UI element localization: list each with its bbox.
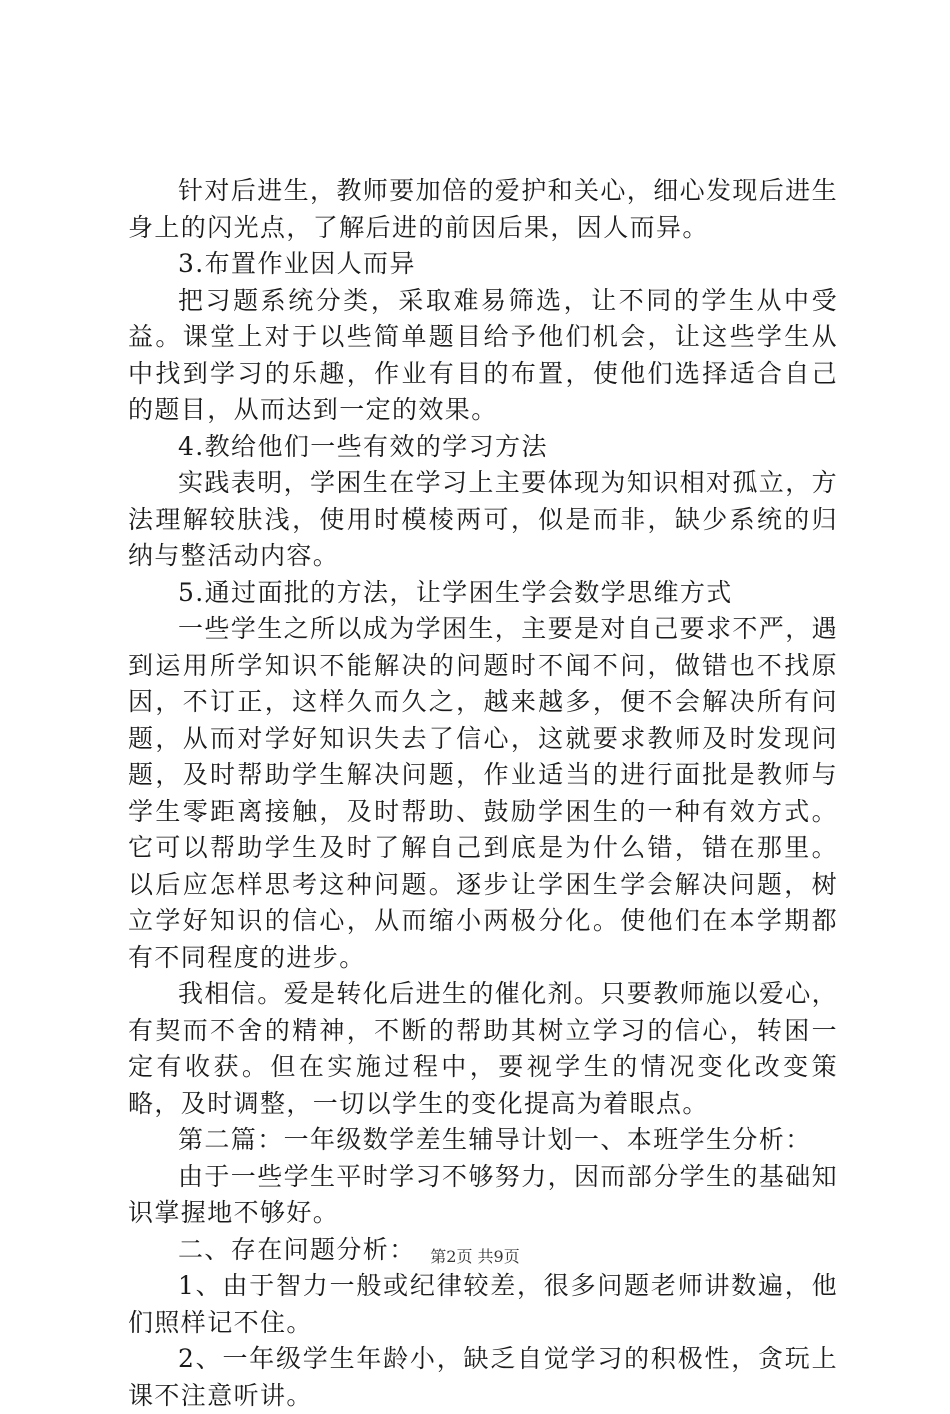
- section-heading-5: 5.通过面批的方法，让学困生学会数学思维方式: [178, 577, 733, 607]
- section-heading-3: 3.布置作业因人而异: [178, 249, 416, 278]
- document-body: [128, 173, 838, 1414]
- paragraph-2: 把习题系统分类，采取难易筛选，让不同的学生从中受益。课堂上对于以些简单题目给予他们机会，让这些学生从中找到学习的乐趣，作业有目的布置，使他们选择适合自己的题目，从而达到一定的效果。: [128, 285, 838, 424]
- paragraph-1: 针对后进生，教师要加倍的爱护和关心，细心发现后进生身上的闪光点，了解后进的前因后果，因人而异。: [128, 176, 839, 242]
- paragraph-6: 由于一些学生平时学习不够努力，因而部分学生的基础知识掌握地不够好。: [128, 1161, 839, 1227]
- part-two-heading: 第二篇：一年级数学差生辅导计划一、本班学生分析：: [178, 1125, 812, 1154]
- page-number-footer: 第2页 共9页: [430, 1247, 520, 1266]
- paragraph-8: 2、一年级学生年龄小，缺乏自觉学习的积极性，贪玩上课不注意听讲。: [128, 1344, 838, 1410]
- paragraph-5: 我相信。爱是转化后进生的催化剂。只要教师施以爱心，有契而不舍的精神，不断的帮助其树立学习的信心，转困一定有收获。但在实施过程中，要视学生的情况变化改变策略，及时调整，一切以学生的变化提高为着眼点。: [128, 979, 839, 1118]
- section-heading-problems: 二、存在问题分析：: [178, 1234, 416, 1264]
- paragraph-7: 1、由于智力一般或纪律较差，很多问题老师讲数遍，他们照样记不住。: [128, 1271, 838, 1337]
- paragraph-3: 实践表明，学困生在学习上主要体现为知识相对孤立，方法理解较肤浅，使用时模棱两可，似是而非，缺少系统的归纳与整活动内容。: [128, 468, 839, 570]
- paragraph-4: 一些学生之所以成为学困生，主要是对自己要求不严，遇到运用所学知识不能解决的问题时不闻不问，做错也不找原因，不订正，这样久而久之，越来越多，便不会解决所有问题，从而对学好知识失去了信心，这就要求教师及时发现问题，及时帮助学生解决问题，作业适当的进行面批是教师与学生零距离接触，及时帮助、鼓励学困生的一种有效方式。它可以帮助学生及时了解自己到底是为什么错，错在那里。以后应怎样思考这种问题。逐步让学困生学会解决问题，树立学好知识的信心，从而缩小两极分化。使他们在本学期都有不同程度的进步。: [128, 614, 839, 972]
- section-heading-4: 4.教给他们一些有效的学习方法: [178, 431, 548, 461]
